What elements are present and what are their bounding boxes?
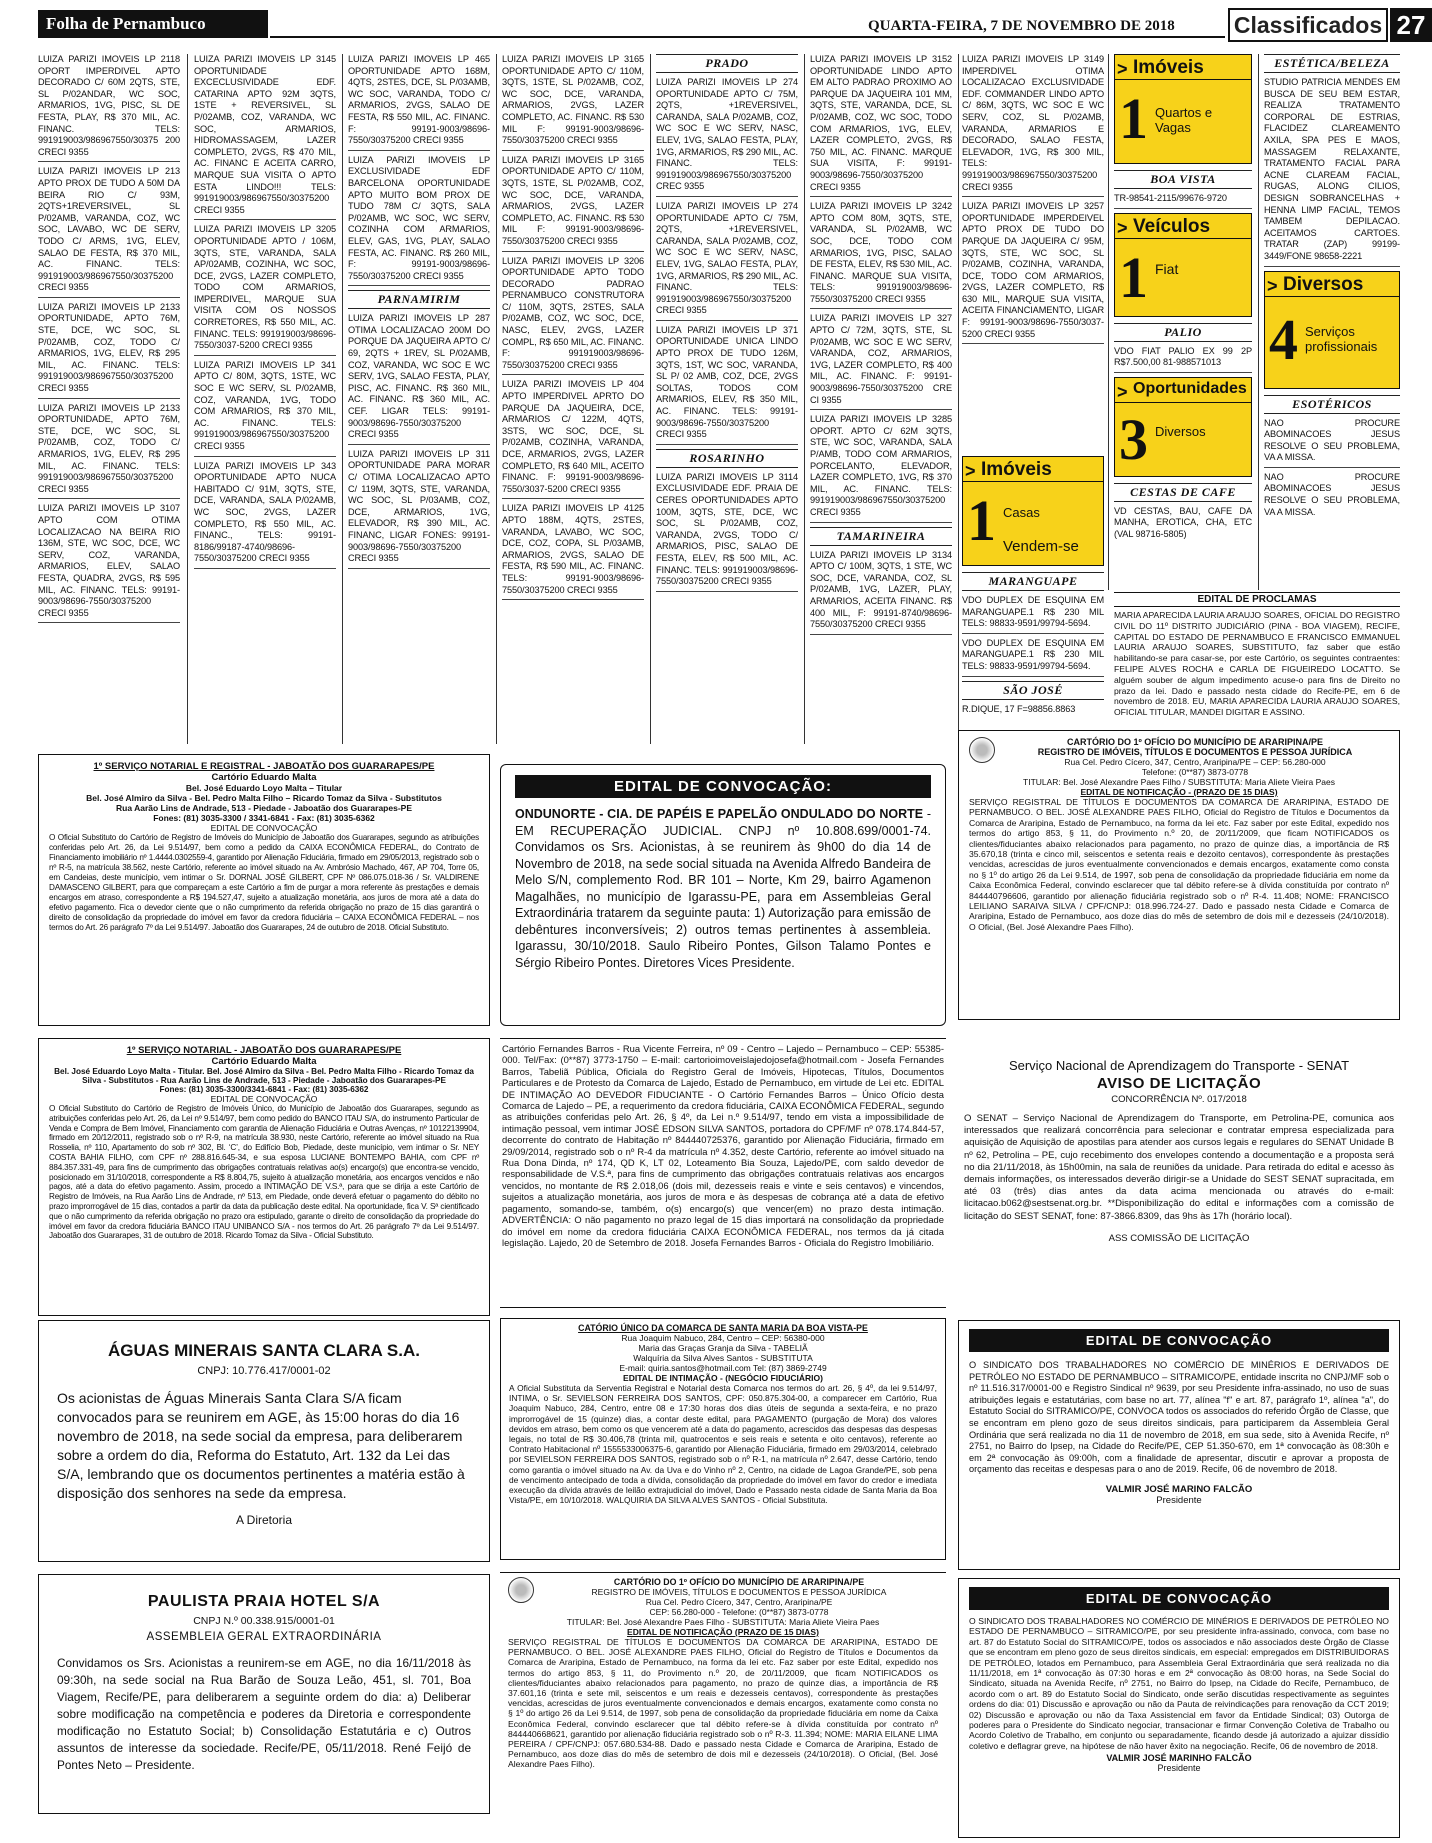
- notice-subtitle: ASSEMBLEIA GERAL EXTRAORDINÁRIA: [146, 1631, 382, 1643]
- column-4: [502, 54, 644, 744]
- category-number: 4: [1269, 306, 1298, 372]
- notice-subtitle: EDITAL DE INTIMAÇÃO - (NEGÓCIO FIDUCIÁRIO): [623, 1373, 823, 1383]
- notice-subtitle: CEP: 56.280-000 - Telefone: (0**87) 3873-0778: [649, 1607, 829, 1617]
- page-header: [38, 6, 1426, 46]
- notice-title: EDITAL DE CONVOCAÇÃO: [969, 1587, 1389, 1610]
- list-item: VDO DUPLEX DE ESQUINA EM MARANGUAPE.1 R$ 230 MIL TELS: 98833-9591/99794-5694.: [962, 638, 1104, 677]
- list-item: NAO PROCURE ABOMINACOES JESUS RESOLVE O SEU PROBLEMA, VA A MISSA.: [1264, 418, 1400, 468]
- list-item: NAO PROCURE ABOMINACOES JESUS RESOLVE O SEU PROBLEMA, VA A MISSA.: [1264, 471, 1400, 517]
- category-name: Imóveis: [1133, 57, 1204, 78]
- column-divider: [187, 54, 188, 744]
- notice-body-wrap: [515, 806, 931, 971]
- list-item: LUIZA PARIZI IMOVEIS LP 3149 IMPERDIVEL OTIMA LOCALIZACAO EXCLUSIVIDADE EDF. COMMANDER LINDO APTO C/ 86M, 3QTS, WC SOC E WC SERV, COZ, SL P/02AMB, VARANDA, ARMARIOS E DECORADO, SALAO FESTA, ELEVADOR, 1VG, R$ 300 MIL, TELS: 991919003/986967550/30375200 CRECI 9355: [962, 54, 1104, 197]
- notice-subtitle: Rua Cel. Pedro Cícero, 347, Centro, Araripina/PE – CEP: 56.280-000: [1064, 757, 1326, 767]
- list-item: LUIZA PARIZI IMOVEIS LP 3242 APTO COM 80M, 3QTS, STE, VARANDA, SL P/02AMB, WC SOC, DCE, TODO COM ARMARIOS, 1VG, PISC, SALAO DE FESTA, ELEV, R$ 530 MIL, AC. FINANC. MARQUE SUA VISITA, TELS: 991919003/98696-7550/30375200 CRECI 9355: [810, 201, 952, 309]
- chevron-right-icon: >: [1117, 59, 1128, 79]
- notice-title: CATÓRIO ÚNICO DA COMARCA DE SANTA MARIA DA BOA VISTA-PE: [578, 1323, 868, 1333]
- notice-title: ÁGUAS MINERAIS SANTA CLARA S.A.: [108, 1341, 420, 1360]
- seal-icon: [508, 1577, 534, 1603]
- category-number: 1: [1119, 244, 1148, 310]
- list-item: LUIZA PARIZI IMOVEIS LP 3165 OPORTUNIDADE APTO C/ 110M, 3QTS, 1STE, SL P/02AMB, COZ, WC SOC, DCE, VARANDA, ARMARIOS, 2VGS, LAZER COMPLETO, AC. FINANC. R$ 530 MIL F: 99191-9003/98696-7550/30375200 CRECI 9355: [502, 54, 644, 151]
- notice-subtitle: Rua Cel. Pedro Cícero, 347, Centro, Araripina/PE: [645, 1597, 833, 1607]
- notice-header: [969, 737, 1389, 777]
- list-item: LUIZA PARIZI IMOVEIS LP 3285 OPORT. APTO C/ 62M 3QTS, STE, WC SOC, VARANDA, SALA P/AMB, TODO COM ARMARIOS, PORCELANTO, ELEVADOR, LAZER COMPLETO, 1VG, R$ 370 MIL, AC. FINANC. TELS: 991919003/986967550/30375200 CRECI 9355: [810, 414, 952, 522]
- notice-subtitle: EDITAL DE CONVOCAÇÃO: [210, 1094, 318, 1104]
- chevron-right-icon: >: [1117, 381, 1128, 402]
- neighborhood-heading: BOA VISTA: [1114, 170, 1252, 189]
- column-8: [1114, 54, 1252, 594]
- column-7-lower: [962, 456, 1104, 746]
- neighborhood-heading: SÃO JOSÉ: [962, 681, 1104, 700]
- notice-subtitle: Bel. José Almiro da Silva - Bel. Pedro Malta Filho – Ricardo Tomaz da Silva - Substitutos: [86, 793, 442, 803]
- section-title: Classificados: [1228, 8, 1388, 42]
- list-item: R.DIQUE, 17 F=98856.8863: [962, 703, 1076, 714]
- newspaper-brand: Folha de Pernambuco: [38, 10, 268, 38]
- list-item: VD CESTAS, BAU, CAFE DA MANHA, EROTICA, CHA, ETC (VAL 98716-5805): [1114, 505, 1252, 539]
- header-rule: [270, 36, 1225, 38]
- category-sub: Serviços profissionais: [1305, 323, 1378, 354]
- notice-header: [508, 1577, 938, 1617]
- notice-santa-maria: [500, 1318, 946, 1560]
- notice-subtitle: REGISTRO DE IMÓVEIS, TÍTULOS E DOCUMENTOS E PESSOA JURÍDICA: [1037, 747, 1353, 757]
- notice-body: Convidamos os Srs. Acionistas a reunirem-se em AGE, no dia 16/11/2018 às 09:30h, na sede social na Rua Barão de Souza Leão, 451, sl. 701, Boa Viagem, Recife/PE, para deliberarem a seguinte ordem do dia: a) Deliberar sobre modificação na competência e poderes da Diretoria e correspondente modificação no Estatuto Social; b) Consolidação Estatutária e c) Outros assuntos de interesse da sociedade. Recife/PE, 05/11/2018. René Feijó de Pontes Neto – Presidente.: [57, 1656, 471, 1772]
- neighborhood-heading: CESTAS DE CAFE: [1114, 483, 1252, 502]
- notice-body: - EM RECUPERAÇÃO JUDICIAL. CNPJ nº 10.808.699/0001-74. Convidamos os Srs. Acionistas, à se reunirem às 9h00 do dia 14 de Novembro de 2018, na sede social situada na Avenida Alfredo Bandeira de Melo S/N, complemento Rod. BR 101 – Norte, Km 29, bairro Agamenon Magalhães, no município de Igarassu-PE, para em Assembleias Geral Extraordinária tratarem da seguinte pauta: 1) Autorização para emissão de debêntures inconversíveis; 2) outros temas pertinentes à assembleia. Igarassu, 30/10/2018. Saulo Ribeiro Pontes, Gilson Talamo Pontes e Sérgio Ribeiro Pontes. Diretores Vices Presidente.: [515, 807, 931, 970]
- column-divider: [1108, 54, 1109, 590]
- notice-araripina-1: [958, 730, 1400, 1020]
- notice-body: O SENAT – Serviço Nacional de Aprendizagem do Transporte, em Petrolina-PE, comunica aos interessados que realizará concorrência para selecionar e contratar empresa especializada para aquisição de Aquisição de apostilas para atender aos cursos legais e regulares do SENAT Unidade B nº 62, Petrolina – PE, cujo recebimento dos envelopes contendo a documentação e a proposta será no dia 21/11/2018, às 15h00min, na sala de reuniões da unidade. Para retirada do edital e acesso às demais informações, os interessados deverão dirigir-se a Unidade do SEST SENAT supracitada, em até 03 (três) dias antes da data acima mencionada ou através do e-mail: licitacao.b062@sestsenat.org.br. **Disponibilização do edital e informações com a comissão de licitação do SEST SENAT, fone: 87-3866.8309, das 9hs às 17h (horário local).: [964, 1113, 1394, 1222]
- notice-subtitle: Bel. José Eduardo Loyo Malta – Titular: [185, 783, 343, 793]
- notice-subtitle: Fones: (81) 3035-3300/3341-6841 - Fax: (81) 3035-6362: [159, 1085, 369, 1094]
- neighborhood-heading: PARNAMIRIM: [348, 290, 490, 309]
- notice-title: 1º SERVIÇO NOTARIAL - JABOATÃO DOS GUARARAPES/PE: [126, 1045, 402, 1056]
- list-item: LUIZA PARIZI IMOVEIS LP 3206 OPORTUNIDADE APTO TODO DECORADO PADRAO PERNAMBUCO CONSTRUTORA C/ 110M, 3QTS, 2STES, SALA P/02AMB, COZ, WC SOC, DCE, NASC, ELEV, 2VGS, LAZER COMPL, R$ 650 MIL, AC. FINANC. F: 991919003/98696-7550/30375200 CRECI 9355: [502, 256, 644, 376]
- notice-jaboatao-1: [38, 754, 490, 1026]
- category-number: 1: [1119, 86, 1148, 151]
- list-item: LUIZA PARIZI IMOVEIS LP 3152 OPORTUNIDADE LINDO APTO EM ALTO PADRAO PROXIMO AO PARQUE DA JAQUEIRA 101 MM, 3QTS, STE, VARANDA, DCE, SL P/02AMB, COZ, WC SOC, TODO COM ARMARIOS, 1VG, ELEV, LAZER COMPLETO, 2VGS, R$ 750 MIL, AC. FINANC. MARQUE SUA VISITA, F: 99191-9003/98696-7550/30375200 CRECI 9355: [810, 54, 952, 197]
- list-item: LUIZA PARIZI IMOVEIS LP 3257 OPORTUNIDADE IMPERDEIVEL APTO PROX DE TUDO DO PARQUE DA JAQUEIRA C/ 95M, 3QTS, STE, WC SOC, SL P/02AMB, COZINHA, VARANDA, DCE, TODO COM ARMARIOS, 2VGS, LAZER COMPLETO, R$ 630 MIL, MARQUE SUA VISITA, ACEITA FINANCIAMENTO, LIGAR F: 99191-9003/98696-7550/3037-5200 CRECI 9355: [962, 201, 1104, 344]
- notice-header-text: [1001, 737, 1389, 777]
- neighborhood-heading: ESTÉTICA/BELEZA: [1264, 54, 1400, 73]
- category-name: Diversos: [1283, 273, 1364, 295]
- notice-body: Os acionistas de Águas Minerais Santa Clara S/A ficam convocados para se reunirem em AGE, às 15:00 horas do dia 16 novembro de 2018, na sede social da empresa, para deliberarem sobre a ordem do dia, Reforma do Estatuto, Art. 132 da Lei das S/A, lembrando que os documentos pertinentes a matéria estão à disposição dos senhores na sede da empresa.: [57, 1390, 465, 1501]
- notice-subtitle: CNPJ N.º 00.338.915/0001-01: [193, 1615, 335, 1627]
- category-name: Oportunidades: [1133, 379, 1247, 397]
- notice-sitramico-1: [958, 1320, 1400, 1570]
- list-item: LUIZA PARIZI IMOVEIS LP 4125 APTO 188M, 4QTS, 2STES, VARANDA, LAVABO, WC SOC, DCE, COZ, COPA, SL P/03AMB, ARMARIOS, 2VGS, SALAO DE FESTA, R$ 590 MIL, AC. FINANC. TELS: 99191-9003/98696-7550/30375200 CRECI 9355: [502, 503, 644, 600]
- notice-subtitle: EDITAL DE NOTIFICAÇÃO (PRAZO DE 15 DIAS): [627, 1627, 819, 1637]
- notice-senat: [958, 1038, 1400, 1314]
- notice-subtitle: REGISTRO DE IMÓVEIS, TÍTULOS E DOCUMENTOS E PESSOA JURÍDICA: [591, 1587, 887, 1597]
- notice-subtitle: Fones: (81) 3035-3300 / 3341-6841 - Fax: (81) 3035-6362: [153, 813, 375, 823]
- category-imoveis-casas: [962, 456, 1104, 566]
- list-item: LUIZA PARIZI IMOVEIS LP 2133 OPORTUNIDADE, APTO 76M, STE, DCE, WC SOC, SL P/02AMB, COZ, TODO C/ ARMARIOS, 1VG, ELEV, R$ 295 MIL, AC. FINANC. TELS: 991919003/986967550/30375200 CRECI 9355: [38, 302, 180, 399]
- notice-header-text: [540, 1577, 938, 1617]
- proclamas-notice: [1114, 592, 1400, 744]
- list-item: STUDIO PATRICIA MENDES EM BUSCA DE SEU BEM ESTAR, REALIZA TRATAMENTO CORPORAL DE ESTRIAS, FLACIDEZ CLAREAMENTO AXILA, SPA PES E MAOS, MASSAGEM RELAXANTE, TRATAMENTO FACIAL PARA ACNE CLAREAM FACIAL, RUGAS, ALONG CILIOS, DESIGN SOBRANCELHAS + HENNA LIMP FACIAL, TEMOS TAMBEM DEPILACAO. ACEITAMOS CARTOES. TRATAR (ZAP) 99199-3449/FONE 98658-2221: [1264, 77, 1400, 267]
- notice-title: EDITAL DE PROCLAMAS: [1114, 592, 1400, 607]
- category-rule: [1115, 402, 1251, 403]
- notice-lajedo: [500, 1038, 946, 1308]
- notice-body: O SINDICATO DOS TRABALHADORES NO COMÉRCIO DE MINÉRIOS E DERIVADOS DE PETRÓLEO NO ESTADO DE PERNAMBUCO – SITRAMICO/PE, entidade inscrita no CNPJ/MF sob o nº 11.516.317/0001-00 e Registro Sindical nº 9639, por seu Presidente infra-assinado, no uso de suas atribuições legais e estatutárias, com base no art. 77, alínea "f" e art. 87, parágrafo 1º, alínea "a", do Estatuto Social do SITRAMICO/PE, CONVOCA todos os associados do referido Órgão de Classe, que se encontram em pleno gozo de seus direitos sindicais, para participarem da Assembleia Geral Ordinária que será realizada no dia 11 de novembro de 2018, em sua sede, sito à Avenida Recife, nº 2751, no Bairro do Ipsep, na Cidade do Recife/PE, CEP 51.350-670, em 1ª convocação às 08:30h e em 2ª convocação às 09:00h, com a finalidade de apresentar, discutir e aprovar a proposta de orçamento das receitas e despesas para o ano de 2019. Recife, 06 de novembro de 2018.: [969, 1360, 1389, 1475]
- column-divider: [650, 54, 651, 744]
- category-sub: Quartos e Vagas: [1155, 105, 1213, 135]
- notice-title: EDITAL DE CONVOCAÇÃO: [969, 1329, 1389, 1352]
- notice-body: MARIA APARECIDA LAURIA ARAUJO SOARES, OFICIAL DO REGISTRO CIVIL DO 11º DISTRITO JUDICIÁRIO (PINA - BOA VIAGEM), RECIFE, CAPITAL DO ESTADO DE PERNAMBUCO E FRANCISCO EMMANUEL LAURIA ARAUJO SOARES, SUBSTITUTO, faz saber que estão habilitando-se para casar-se, por este Cartório, os seguintes contraentes: FELIPE ALVES ROCHA e CARLA DE FIGUEIREDO LOCATTO. Se alguém souber de algum impedimento acuse-o para fins de Direito no prazo da lei. Dado e passado nesta cidade do Recife-PE, em 6 de novembro de 2018. EU, MARIA APARECIDA LAURIA ARAUJO SOARES, OFICIAL TITULAR, MANDEI DIGITAR E ASSINO.: [1114, 610, 1400, 718]
- column-3: [348, 54, 490, 744]
- list-item: LUIZA PARIZI IMOVEIS LP 3205 OPORTUNIDADE APTO / 106M, 3QTS, STE, VARANDA, SALA AP/02AMB, COZINHA, WC SOC, DCE, 2VGS, LAZER COMPLETO, TODO COM ARMARIOS, IMPERDIVEL, MARQUE SUA VISITA COM OS NOSSOS CORRETORES, R$ 550 MIL, AC. FINANC. TELS: 991919003/98696-7550/3037-5200 CRECI 9355: [194, 224, 336, 356]
- column-divider: [958, 54, 959, 744]
- list-item: LUIZA PARIZI IMOVEIS LP 213 APTO PROX DE TUDO A 50M DA BEIRA RIO C/ 93M, 2QTS+1REVERSIVEL, SL P/02AMB, VARANDA, COZ, WC SOC, LAVABO, WC DE SERV, TODO C/ ARMS, 1VG, ELEV, SALAO DE FESTA, R$ 370 MIL, AC. FINANC. TELS: 991919003/986967550/30375200 CRECI 9355: [38, 166, 180, 298]
- column-1: [38, 54, 180, 744]
- notice-subtitle: Rua Aarão Lins de Andrade, 513 - Piedade - Jaboatão dos Guararapes-PE: [115, 803, 412, 813]
- list-item: LUIZA PARIZI IMOVEIS LP 465 OPORTUNIDADE APTO 168M, 4QTS, 2STES, DCE, SL P/03AMB, WC SOC, VARANDA, TODO C/ ARMARIOS, 2VGS, SALAO DE FESTA, R$ 550 MIL, AC. FINANC. F: 99191-9003/98696-7550/30375200 CRECI 9355: [348, 54, 490, 151]
- category-rule: [963, 481, 1103, 482]
- seal-icon: [969, 737, 995, 763]
- list-item: VDO FIAT PALIO EX 99 2P R$7.500,00 81-988571013: [1114, 346, 1252, 373]
- notice-subtitle: Rua Joaquim Nabuco, 284, Centro – CEP: 56380-000: [621, 1333, 825, 1343]
- notice-subtitle: Cartório Eduardo Malta: [211, 1056, 317, 1067]
- neighborhood-heading: PRADO: [656, 54, 798, 73]
- notice-subtitle: CNPJ: 10.776.417/0001-02: [197, 1365, 331, 1377]
- notice-subtitle: EDITAL DE CONVOCAÇÃO: [210, 823, 318, 833]
- category-rule: [1265, 296, 1399, 297]
- category-name: Imóveis: [981, 459, 1052, 480]
- chevron-right-icon: >: [965, 461, 976, 481]
- notice-signature: Presidente: [1157, 1763, 1201, 1774]
- category-oportunidades: [1114, 377, 1252, 477]
- notice-paulista-hotel: [38, 1574, 490, 1814]
- chevron-right-icon: >: [1117, 217, 1128, 238]
- notice-body: O Oficial Substituto do Cartório de Registro de Imóveis Único, do Município de Jaboatão dos Guararapes, segundo as atribuições conferidas pelo Art. 26, da Lei nº 9.514/97, bem como pedido do BANCO ITAU S/A, do instrumento Particular de Venda e Compra de Bem Imóvel, Financiamento com garantia de Alienação Fiduciária e Outras Avenças, nº 10122139904, firmado em 20/12/2011, registrado sob o nº R-9, na matrícula 38.930, neste Cartório, referente ao imóvel situado na Rua Rosselia, nº 110, Apartamento do sob nº 302, Bl. ‘C’, do Edifício Bob, Piedade, deste município, vem intimar o Sr. NEY COSTA BAHIA FILHO, com CPF nº 288.816.645-34, e sua esposa LUCIANE BONTEMPO BAHIA, com CPF nº 884.357.331-49, para fins de cumprimento das obrigações contratuais relativas ao(s) encargo(s) que encontra-se vencido, posicionado em 31/10/2018, correspondente a R$ 8.804,75, sujeito à atualização monetária, aos encargos vencidos e não pagos, até a data do efetivo pagamento. Assim, procedo a INTIMAÇÃO DE V.S.ª, para que se dirija a este Cartório de Registro de Imóveis, na Rua Aarão Lins de Andrade, nº 513, em Piedade, onde deverá efetuar o pagamento do débito no prazo improrrogável de 15 dias, contados a partir da data da publicação deste edital. Na oportunidade, fica V. Sª cientificado que o não cumprimento da referida obrigação no prazo ora estipulado, garante o direito de consolidação da propriedade do imóvel em favor da credora fiduciária BANCO ITAU UNIBANCO S/A - nos termos do Art. 26 parágrafo 7º da Lei 9.514/97. Jaboatão dos Guararapes, 31 de outubro de 2018. Ricardo Tomaz da Silva - Oficial Substituto.: [49, 1104, 479, 1241]
- notice-subtitle: CONCORRÊNCIA Nº. 017/2018: [1111, 1094, 1247, 1105]
- list-item: LUIZA PARIZI IMOVEIS LP 2133 OPORTUNIDADE, APTO 76M, STE, DCE, WC SOC, SL P/02AMB, COZ, TODO C/ ARMARIOS, 1VG, ELEV, R$ 295 MIL, AC. FINANC. TELS: 991919003/986967550/30375200 CRECI 9355: [38, 403, 180, 500]
- notice-subtitle: TITULAR: Bel. José Alexandre Paes Filho - SUBSTITUTA: Maria Aliete Vieira Paes: [566, 1617, 880, 1627]
- notice-title: EDITAL DE CONVOCAÇÃO:: [515, 775, 931, 798]
- column-divider: [496, 54, 497, 744]
- notice-signature: Presidente: [1156, 1494, 1202, 1506]
- chevron-right-icon: >: [1267, 275, 1278, 296]
- notice-subtitle: Walquíria da Silva Alves Santos - SUBSTITUTA: [633, 1353, 813, 1363]
- column-2: [194, 54, 336, 744]
- category-sub: Diversos: [1155, 423, 1206, 439]
- category-number: 1: [967, 488, 996, 553]
- list-item: LUIZA PARIZI IMOVEIS LP 2118 OPORT IMPERDIVEL APTO DECORADO C/ 60M 2QTS, STE, SL P/02ANDAR, WC SOC, ARMARIOS, 1VG, PISC, SL DE FESTA, PLAY, R$ 370 MIL, AC. FINANC. TELS: 991919003/986967550/30375 200 CRECI 9355: [38, 54, 180, 162]
- list-item: LUIZA PARIZI IMOVEIS LP 311 OPORTUNIDADE PARA MORAR C/ OTIMA LOCALIZACAO APTO C/ 119M, 3QTS, STE, VARANDA, WC SOC, SL P/03AMB, COZ, DCE, ARMARIOS, 1VG, ELEVADOR, R$ 390 MIL, AC. FINANC, LIGAR FONES: 99191-9003/98696-7550/30375200 CRECI 9355: [348, 449, 490, 569]
- category-sub: Casas: [1003, 505, 1040, 520]
- neighborhood-heading: MARANGUAPE: [962, 572, 1104, 591]
- notice-aguas-minerais: [38, 1320, 490, 1562]
- column-divider: [804, 54, 805, 744]
- list-item: LUIZA PARIZI IMOVEIS LP 341 APTO C/ 80M, 3QTS, 1STE, WC SOC E WC SERV, SL P/02AMB, COZ, VARANDA, 1VG, TODO COM ARMARIOS, R$ 370 MIL, AC. FINANC. TELS: 991919003/986967550/30375200 CRECI 9355: [194, 360, 336, 457]
- notice-body: O Oficial Substituto do Cartório de Registro de Imóveis do Município de Jaboatão dos Guararapes, segundo as atribuições conferidas pelo Art. 26, da Lei 9.514/97, bem como a pedido da CAIXA ECONÔMICA FEDERAL, do Contrato de Financiamento imobiliário nº 1.4444.0302559-4, garantido por Alienação Fiduciária, firmado em 29/05/2013, registrado sob o nº R-5, na matrícula 38.562, neste Cartório, referente ao imóvel situado na Av. Ambrósio Machado, 467, AP 704, Torre 05, em Candeias, deste município, vem intimar o Sr. DORNAL JOSÉ GILBERT, CPF Nº 086.075.018-36 / Sr. VALDIRENE DAMASCENO GILBERT, para que compareçam a este Cartório a fim de purgar a mora referente às prestações e demais encargos em atraso, correspondente a R$ 194.527,47, sujeito a atualização monetária, aos juros de mora até a data do efetivo pagamento. Fica o devedor ciente que o não cumprimento da referida obrigação no prazo de 15 dias garantirá o direito de consolidação da propriedade do imóvel em favor da credora fiduciária – CAIXA ECONÔMICA FEDERAL – nos termos do Art. 26 parágrafo 7º da Lei 9.514/97. Jaboatão dos Guararapes, 24 de outubro de 2018. Oficial Substituto.: [49, 833, 479, 932]
- company-name: ONDUNORTE - CIA. DE PAPÉIS E PAPELÃO ONDULADO DO NORTE: [515, 807, 924, 821]
- list-item: LUIZA PARIZI IMOVEIS LP 3145 OPORTUNIDADE EXCECLUSIVIDADE EDF. CATARINA APTO 92M 3QTS, 1STE + REVERSIVEL, SL P/02AMB, COZ, VARANDA, WC SOC, ARMARIOS, HIDROMASSAGEM, LAZER COMPLETO, 2VGS, R$ 470 MIL, AC. FINANC E ACEITA CARRO, MARQUE SUA VISITA O APTO ESTA LINDO!!! TELS: 991919003/986967550/30375200 CRECI 9355: [194, 54, 336, 220]
- notice-title: 1º SERVIÇO NOTARIAL E REGISTRAL - JABOATÃO DOS GUARARAPES/PE: [93, 761, 435, 772]
- list-item: LUIZA PARIZI IMOVEIS LP 371 OPORTUNIDADE UNICA LINDO APTO PROX DE TUDO 126M, 3QTS, 1ST, WC SOC, VARANDA, SL P/ 02 AMB, COZ, DCE, 2VGS SOLTAS, TODOS COM ARMARIOS, ELEV, R$ 350 MIL, AC. FINANC. TELS: 99191-9003/98696-7550/30375200 CRECI 9355: [656, 325, 798, 445]
- neighborhood-heading: ESOTÉRICOS: [1264, 395, 1400, 414]
- list-item: VDO DUPLEX DE ESQUINA EM MARANGUAPE.1 R$ 230 MIL TELS: 98833-9591/99794-5694.: [962, 595, 1104, 634]
- category-veiculos: [1114, 213, 1252, 317]
- notice-signature: ASS COMISSÃO DE LICITAÇÃO: [1108, 1232, 1250, 1244]
- notice-signature: VALMIR JOSÉ MARINHO FALCÃO: [1106, 1753, 1252, 1764]
- category-imoveis-quartos: [1114, 54, 1252, 164]
- list-item: LUIZA PARIZI IMOVEIS LP 3114 EXCLUSIVIDADE EDF. PRAIA DE CERES OPORTUNIDADES APTO 100M, 3QTS, STE, DCE, WC SOC, SL P/02AMB, COZ, VARANDA, 2VGS, TODO C/ ARMARIOS, PISC, SALAO DE FESTA, ELEV, R$ 500 MIL, AC. FINANC. TELS: 991919003/98696-7550/30375200 CRECI 9355: [656, 472, 798, 592]
- notice-title: CARTÓRIO DO 1º OFÍCIO DO MUNICÍPIO DE ARARIPINA/PE: [1067, 737, 1323, 747]
- list-item: TR-98541-2115/99676-9720: [1114, 193, 1252, 209]
- list-item: LUIZA PARIZI IMOVEIS LP 327 APTO C/ 72M, 3QTS, STE, SL P/02AMB, WC SOC E WC SERV, VARANDA, COZ, ARMARIOS, 1VG, LAZER COMPLETO, R$ 400 MIL, AC. FINANC. F: 99191-9003/98696-7550/30375200 CRE CI 9355: [810, 313, 952, 410]
- notice-subtitle: EDITAL DE NOTIFICAÇÃO - (PRAZO DE 15 DIAS): [1080, 787, 1278, 797]
- notice-subtitle: Telefone: (0**87) 3873-0778: [1141, 767, 1249, 777]
- list-item: LUIZA PARIZI IMOVEIS LP 287 OTIMA LOCALIZACAO 200M DO PORQUE DA JAQUEIRA APTO C/ 69, 2QTS + 1REV, SL P/02AMB, COZ, VARANDA, WC SOC E WC SERV, 1VG, SALAO FESTA, PLAY, PISC, AC. FINANC. R$ 360 MIL, AC. FINANC. R$ 360 MIL, AC. CEF. LIGAR TELS: 99191-9003/98696-7550/30375200 CRECI 9355: [348, 313, 490, 445]
- list-item: LUIZA PARIZI IMOVEIS LP 404 APTO IMPERDIVEL APRTO DO PARQUE DA JAQUEIRA, DCE, ARMARIOS C/ 122M, 4QTS, 3STS, WC SOC, DCE, SL P/02AMB, COZINHA, VARANDA, DCE, ARMARIOS, 2VGS, LAZER COMPLETO, R$ 640 MIL, ACEITO FINANC. F: 99191-9003/98696-7550/3037-5200 CRECI 9355: [502, 379, 644, 499]
- list-item: LUIZA PARIZI IMOVEIS LP 274 OPORTUNIDADE APTO C/ 75M, 2QTS, +1REVERSIVEL, CARANDA, SALA P/02AMB, COZ, WC SOC E WC SERV, NASC, ELEV, 1VG, SALAO FESTA, PLAY, 1VG, ARMARIOS, R$ 290 MIL, AC. FINANC. TELS: 991919003/986967550/30375200 CREC 9355: [656, 77, 798, 197]
- list-item: LUIZA PARIZI IMOVEIS LP EXCLUSIVIDADE EDF BARCELONA OPORTUNIDADE APTO MUITO BOM PROX DE TUDO 78M C/ 3QTS, SALA P/02AMB, WC SOC, WC SERV, COZINHA COM ARMARIOS, ELEV, GAS, 1VG, PLAY, SALAO FESTA, AC. FINANC. R$ 260 MIL, F: 99191-9003/98696-7550/30375200 CRECI 9355: [348, 155, 490, 287]
- notice-title: AVISO DE LICITAÇÃO: [1096, 1075, 1262, 1092]
- category-sub: Fiat: [1155, 260, 1179, 277]
- category-rule: [1115, 238, 1251, 239]
- notice-title: Serviço Nacional de Aprendizagem do Transporte - SENAT: [1008, 1058, 1350, 1073]
- notice-subtitle: Maria das Graças Granja da Silva - TABELIÃ: [638, 1343, 808, 1353]
- notice-body: A Oficial Substituta da Serventia Registral e Notarial desta Comarca nos termos do art. 26, § 4º, da lei 9.514/97, INTIMA, o Sr. SEVIELSON FERREIRA DOS SANTOS, CPF: 050.875.304-00, a comparecer em Cartório, Rua Joaquim Nabuco, 284, Centro, entre 08 e 17:30 horas dos dias úteis de segunda a sexta-feira, e no prazo improrrogável de 15 (quinze) dias, a contar deste edital, para PAGAMENTO (purgação de Mora) dos valores devidos em atraso, bem como os que vencerem até a data do pagamento, acrescidos das despesas das despesas legais, no total de R$ 30.406,78 (trinta mil, quatrocentos e seis reais e setenta e oito centavos), referente ao Contrato Habitacional nº 1555533006375-6, garantido por Alienação Fiduciária, firmado em 29/03/2014, celebrado por SEVIELSON FERREIRA DOS SANTOS, registrado sob o nº R-1, na matrícula nº 2.647, desse Cartório, tendo como garantia o imóvel situado na Av. da Uva e do Vinho nº 2, Centro, na cidade de Lagoa Grande/PE, sob pena de vencimento antecipado de toda a dívida, consolidação da propriedade do imóvel em favor do credor e imediata execução da dívida através de leilão extrajudicial do imóvel, Dado e Passado nesta cidade de Santa Maria da Boa Vista/PE, em 10/10/2018. WALQUIRIA DA SILVA ALVES SANTOS - Oficial Substituta.: [509, 1383, 937, 1506]
- notice-subtitle: Bel. José Eduardo Loyo Malta - Titular. Bel. José Almiro da Silva - Bel. Pedro Malta Filho - Ricardo Tomaz da Silva - Substitutos - Rua Aarão Lins de Andrade, 513 - Piedade - Jaboatão dos Guararapes-PE: [54, 1067, 474, 1085]
- notice-subtitle: TITULAR: Bel. José Alexandre Paes Filho / SUBSTITUTA: Maria Aliete Vieira Paes: [1023, 777, 1335, 787]
- category-number: 3: [1119, 406, 1148, 472]
- column-5: [656, 54, 798, 744]
- list-item: LUIZA PARIZI IMOVEIS LP 3165 OPORTUNIDADE APTO C/ 110M, 3QTS, 1STE, SL P/02AMB, COZ, WC SOC, DCE, VARANDA, ARMARIOS, 2VGS, LAZER COMPLETO, AC. FINANC. R$ 530 MIL F: 99191-9003/98696-7550/30375200 CRECI 9355: [502, 155, 644, 252]
- notice-araripina-2: [500, 1572, 946, 1838]
- column-divider: [342, 54, 343, 744]
- neighborhood-heading: TAMARINEIRA: [810, 527, 952, 546]
- column-9: [1264, 54, 1400, 594]
- page-number: 27: [1390, 8, 1432, 42]
- list-item: LUIZA PARIZI IMOVEIS LP 274 OPORTUNIDADE APTO C/ 75M, 2QTS, +1REVERSIVEL, CARANDA, SALA P/02AMB, COZ, WC SOC E WC SERV, NASC, ELEV, 1VG, SALAO FESTA, PLAY, 1VG, ARMARIOS, R$ 290 MIL, AC. FINANC. TELS: 991919003/986967550/30375200 CRECI 9355: [656, 201, 798, 321]
- notice-body: SERVIÇO REGISTRAL DE TÍTULOS E DOCUMENTOS DA COMARCA DE ARARIPINA, ESTADO DE PERNAMBUCO. O BEL. JOSÉ ALEXANDRE PAES FILHO, Oficial do Registro de Títulos e Documentos da Comarca de Araripina, Estado de Pernambuco, na forma da lei etc. Faz saber por este Edital, expedido nos termos do artigo 853, § 11, do Provimento n.º 20, de 20/11/2009, que ficam NOTIFICADOS os clientes/fiduciantes abaixo relacionados para pagamento, no prazo de quinze dias, a importância de R$ 37.601,16 (trinta e sete mil, seiscentos e um reais e dezesseis centavos), correspondente às prestações vencidas, acrescidas de juros eventualmente convencionados e demais encargos, exatamente como consta no § 1º do artigo 26 da Lei 9.514, de 1997, sob pena de consolidação da propriedade fiduciária em nome da Caixa Econômica Federal, convindo esclarecer que tal débito refere-se à dívida constituída por contrato nº 844440668621, garantido por alienação fiduciária registrado sob o nº R-3. 11.394; NOME: MARIA EILANE LIMA PEREIRA / CPF/CNPJ: 057.680.534-88. Dado e passado nesta Cidade e Comarca de Araripina, Estado de Pernambuco, aos doze dias do mês de setembro de dois mil e dezesseis (24/10/2018). O Oficial, (Bel. José Alexandre Paes Filho).: [508, 1637, 938, 1770]
- notice-title: CARTÓRIO DO 1º OFÍCIO DO MUNICÍPIO DE ARARIPINA/PE: [613, 1577, 865, 1587]
- notice-signature: VALMIR JOSÉ MARINO FALCÃO: [1105, 1483, 1253, 1495]
- neighborhood-heading: ROSARINHO: [656, 449, 798, 468]
- list-item: LUIZA PARIZI IMOVEIS LP 3107 APTO COM OTIMA LOCALIZACAO NA BEIRA RIO 136M, STE, WC SOC, DCE, WC SERV, COZ, VARANDA, ARMARIOS, ELEV, SALAO FESTA, QUADRA, 2VGS, R$ 595 MIL, AC. FINANC. TELS: 99191-9003/98696-7550/30375200 CRECI 9355: [38, 503, 180, 623]
- category-diversos: [1264, 271, 1400, 389]
- neighborhood-heading: PALIO: [1114, 323, 1252, 342]
- notice-body: O SINDICATO DOS TRABALHADORES NO COMÉRCIO DE MINÉRIOS E DERIVADOS DE PETRÓLEO NO ESTADO DE PERNAMBUCO – SITRAMICO/PE, por seu presidente infra-assinado, convoca, com base no art. 87 do Estatuto Social do SITRAMICO/PE, todos os associados e não associados deste Órgão de Classe que se encontram em pleno gozo de seus direitos sindicais, em especial: empregados em DISTRIBUIDORAS DE PETRÓLEO, lotados em Pernambuco, para Assembleia Geral Extraordinária que será realizada no dia 11/11/2018, em 1ª convocação às 07:30 horas e em 2ª convocação às 08:00 horas, na Sede Social do Sindicato, situada na Avenida Recife, nº 2751, no Bairro do Ipsep, na Cidade do Recife, Pernambuco, de acordo com o art. 89 do Estatuto Social do Sindicato, onde serão discutidas respectivamente as seguintes ordens do dia: 01) Discussão e aprovação ou não da Pauta de reivindicações para renovação da CCT 2019; 02) Discussão e aprovação ou não da Taxa Assistencial em favor da Entidade Sindical; 03) Outorga de poderes para o Presidente do Sindicato negociar, transacionar e firmar Convenção Coletiva de Trabalho ou Acordo Coletivo de Trabalho, em conjunto ou separadamente, ficando desde já autorizado a ajuizar dissídio coletivo e deflagrar greve, na hipótese de não haver êxito na negociação. Recife, 06 de novembro de 2018.: [969, 1616, 1389, 1751]
- notice-body: Cartório Fernandes Barros - Rua Vicente Ferreira, nº 09 - Centro – Lajedo – Pernambuco – CEP: 55385-000. Tel/Fax: (0**87) 3773-1750 – E-mail: cartorioimoveislajedojosefa@hotmail.com - Josefa Fernandes Barros, Tabeliã Pública, Oficiala do Registro Geral de Imóveis, Hipotecas, Títulos, Documentos Particulares e de Protesto da Comarca de Lajedo, Estado de Pernambuco, em virtude de Lei etc. EDITAL DE INTIMAÇÃO AO DEVEDOR FIDUCIANTE - O Cartório Fernandes Barros – Único Ofício desta Comarca de Lajedo – PE, a requerimento da credora fiduciária, CAIXA ECONÔMICA FEDERAL, segundo as atribuições conferidas pelo Art. 26, § 4º, da Lei n.º 9.514/97, tendo em vista a impossibilidade de intimação pessoal, vem intimar JOSÉ EDSON SILVA SANTOS, portadora do CPF/MF nº 078.174.844-57, decorrente do contrato de Habitação nº 844440725376, garantido por Alienação Fiduciária, firmado em 29/09/2014, registrado sob o nº R-4 da matrícula nº 4.352, deste Cartório, referente ao imóvel situado na Rua Dona Dinda, nº 174, QD K, LT 02, Loteamento Bia Souza, Lajedo/PE, com saldo devedor de responsabilidade de V.S.ª, para fins de cumprimento das obrigações contratuais relativas aos encargos vencidos, no montante de R$ 2.018,06 (dois mil, dezesseis reais e vinte e seis centavos) e vincendos, sujeitos a atualização monetária, aos juros de mora e às despesas de cobrança até a data de efetivo pagamento, somando-se, também, o(s) encargo(s) que vencer(em) no prazo desta intimação. ADVERTÊNCIA: O não pagamento no prazo legal de 15 dias importará na consolidação da propriedade do imóvel em nome da credora fiduciária CAIXA ECONÔMICA FEDERAL, nos termos da já citada legislação. Lajedo, 20 de Setembro de 2018. Josefa Fernandes Barros - Oficiala do Registro Imobiliário.: [502, 1043, 944, 1248]
- notice-signature: A Diretoria: [235, 1513, 293, 1527]
- category-name: Veículos: [1133, 215, 1211, 237]
- issue-date: QUARTA-FEIRA, 7 DE NOVEMBRO DE 2018: [868, 18, 1175, 34]
- list-item: LUIZA PARIZI IMOVEIS LP 343 OPORTUNIDADE APTO NUCA HABITADO C/ 91M, 3QTS, STE, DCE, VARANDA, SALA P/02AMB, WC SOC, 2VGS, LAZER COMPLETO, R$ 550 MIL, AC. FINANC., TELS: 99191-8186/99187-4740/98696-7550/30375200 CRECI 9355: [194, 461, 336, 569]
- column-6: [810, 54, 952, 744]
- notice-subtitle: Cartório Eduardo Malta: [211, 772, 317, 783]
- notice-title: PAULISTA PRAIA HOTEL S/A: [147, 1593, 381, 1610]
- notice-sitramico-2: [958, 1578, 1400, 1838]
- notice-subtitle: E-mail: quiria.santos@hotmail.com Tel: (87) 3869-2749: [619, 1363, 827, 1373]
- column-divider: [1258, 54, 1259, 590]
- notice-body: SERVIÇO REGISTRAL DE TÍTULOS E DOCUMENTOS DA COMARCA DE ARARIPINA, ESTADO DE PERNAMBUCO. O BEL. JOSÉ ALEXANDRE PAES FILHO, Oficial do Registro de Títulos e Documentos da Comarca de Araripina, Estado de Pernambuco, na forma da lei etc. Faz saber por este Edital, expedido nos termos do artigo 853, § 11, do Provimento n.º 20, de 20/11/2009, que ficam NOTIFICADOS os clientes/fiduciantes abaixo relacionados para pagamento, no prazo de quinze dias, a importância de R$ 35.670,18 (trinta e cinco mil, seiscentos e setenta reais e dezoito centavos), correspondente às prestações vencidas, acrescidas de juros eventualmente convencionados e demais encargos, exatamente como consta no § 1º do artigo 26 da Lei 9.514, de 1997, sob pena de consolidação da propriedade fiduciária em nome da Caixa Econômica Federal, convindo esclarecer que tal débito refere-se à dívida constituída por contrato nº 844440796606, garantido por alienação fiduciária registrado sob o nº R-4. 11.408; NOME: FRANCISCO LEILIANO SARAIVA SILVA / CPF/CNPJ: 018.996.724-27. Dado e passado nesta Cidade e Comarca de Araripina, Estado de Pernambuco, aos doze dias do mês de setembro de dois mil e dezesseis (24/10/2018). O Oficial, (Bel. José Alexandre Paes Filho).: [969, 797, 1389, 932]
- category-sub: Vendem-se: [1003, 538, 1079, 555]
- category-rule: [1115, 79, 1251, 80]
- notice-jaboatao-2: [38, 1038, 490, 1316]
- list-item: LUIZA PARIZI IMOVEIS LP 3134 APTO C/ 100M, 3QTS, 1 STE, WC SOC, DCE, VARANDA, COZ, SL P/02AMB, 1VG, LAZER, PLAY, ARMARIOS, ACEITA FINANC. R$ 400 MIL, F: 99191-8740/98696-7550/30375200 CRECI 9355: [810, 550, 952, 635]
- notice-ondunorte: [500, 764, 946, 1026]
